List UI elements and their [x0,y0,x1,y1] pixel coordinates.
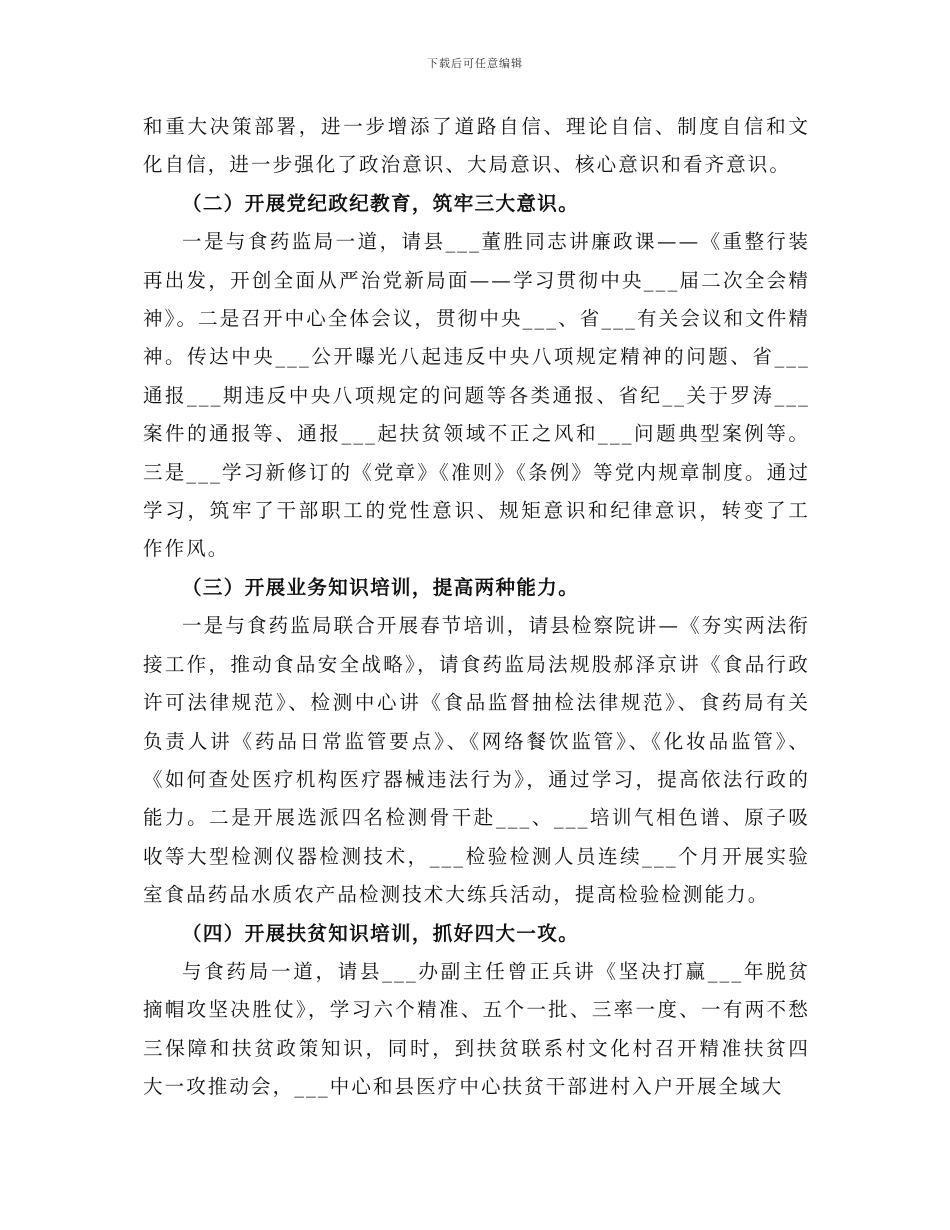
paragraph-continued: 和重大决策部署，进一步增添了道路自信、理论自信、制度自信和文化自信，进一步强化了政治意识、大局意识、核心意识和看齐意识。 [143,115,810,177]
section-heading-2: （二）开展党纪政纪教育，筑牢三大意识。 [182,191,580,215]
page-header: 下载后可任意编辑 [427,57,523,70]
section-heading-3: （三）开展业务知识培训，提高两种能力。 [182,575,580,599]
section-heading-4: （四）开展扶贫知识培训，抓好四大一攻。 [182,921,580,945]
document-body [143,108,810,1107]
paragraph-party-discipline: 一是与食药监局一道，请县___董胜同志讲廉政课——《重整行装再出发，开创全面从严治党新局面——学习贯彻中央___届二次全会精神》。二是召开中心全体会议，贯彻中央___、省___有关会议和文件精神。传达中央___公开曝光八起违反中央八项规定精神的问题、省___通报___期违反中央八项规定的问题等各类通报、省纪__关于罗涛___案件的通报等、通报___起扶贫领域不正之风和___问题典型案例等。三是___学习新修订的《党章》《准则》《条例》等党内规章制度。通过学习，筑牢了干部职工的党性意识、规矩意识和纪律意识，转变了工作作风。 [143,230,810,561]
paragraph-business-training: 一是与食药监局联合开展春节培训，请县检察院讲—《夯实两法衔接工作，推动食品安全战略》，请食药监局法规股郝泽京讲《食品行政许可法律规范》、检测中心讲《食品监督抽检法律规范》、食药局有关负责人讲《药品日常监管要点》、《网络餐饮监管》、《化妆品监管》、《如何查处医疗机构医疗器械违法行为》，通过学习，提高依法行政的能力。二是开展选派四名检测骨干赴___、___培训气相色谱、原子吸收等大型检测仪器检测技术，___检验检测人员连续___个月开展实验室食品药品水质农产品检测技术大练兵活动，提高检验检测能力。 [143,614,810,907]
paragraph-poverty-training: 与食药局一道，请县___办副主任曾正兵讲《坚决打赢___年脱贫摘帽攻坚决胜仗》，学习六个精准、五个一批、三率一度、一有两不愁三保障和扶贫政策知识，同时，到扶贫联系村文化村召开精准扶贫四大一攻推动会，___中心和县医疗中心扶贫干部进村入户开展全域大 [143,959,810,1099]
